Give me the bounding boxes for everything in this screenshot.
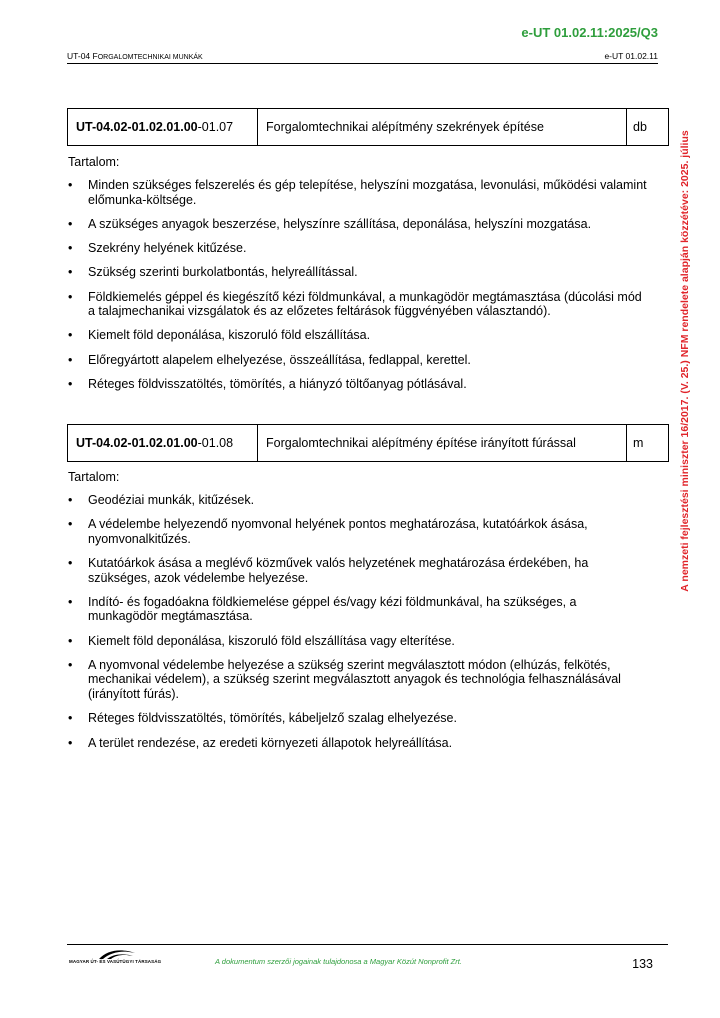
item-table xyxy=(67,108,669,146)
list-item: • A terület rendezése, az eredeti környezeti állapotok helyreállítása. xyxy=(68,736,648,751)
item-code-suffix: -01.07 xyxy=(197,120,234,134)
header-divider xyxy=(67,63,658,64)
list-item: • Kutatóárkok ásása a meglévő közművek valós helyzetének meghatározása érdekében, ha szükséges, azok védelembe helyezése. xyxy=(68,556,648,585)
item-code-suffix: -01.08 xyxy=(197,436,234,450)
header-chapter-smallcaps: ORGALOMTECHNIKAI MUNKÁK xyxy=(97,54,203,61)
header-chapter xyxy=(67,51,203,61)
item-table xyxy=(67,424,669,462)
list-item: • Minden szükséges felszerelés és gép telepítése, helyszíni mozgatása, levonulási, működési valamint előmunka-költsége. xyxy=(68,178,648,207)
list-item: • A védelembe helyezendő nyomvonal helyének pontos meghatározása, kutatóárkok ásása, nyomvonalkitűzés. xyxy=(68,517,648,546)
item-unit: m xyxy=(633,436,644,450)
header-chapter-prefix: UT-04 F xyxy=(67,51,98,61)
list-item: • Kiemelt föld deponálása, kiszoruló föld elszállítása vagy elterítése. xyxy=(68,634,648,649)
list-item: • Szükség szerinti burkolatbontás, helyreállítással. xyxy=(68,265,648,280)
list-item: • A nyomvonal védelembe helyezése a szükség szerint megválasztott módon (elhúzás, felkötés, mechanikai védelem), a szükség szerint megválasztott anyagok és technológia felhasználásával (irányított fúrás). xyxy=(68,658,648,702)
doc-code: e-UT 01.02.11:2025/Q3 xyxy=(521,25,658,40)
list-item: • Földkiemelés géppel és kiegészítő kézi földmunkával, a munkagödör megtámasztása (dúcolási mód a talajmechanikai vizsgálatok és az előzetes feltárások függvényében választandó). xyxy=(68,290,648,319)
footer-copyright: A dokumentum szerzői jogainak tulajdonosa a Magyar Közút Nonprofit Zrt. xyxy=(215,957,462,966)
list-item: • Réteges földvisszatöltés, tömörítés, a hiányzó töltőanyag pótlásával. xyxy=(68,377,648,392)
side-publication-text: A nemzeti fejlesztési miniszter 16/2017. (V. 25.) NFM rendelete alapján közzétéve: 2025. július xyxy=(679,130,691,592)
list-item: • Szekrény helyének kitűzése. xyxy=(68,241,648,256)
item-code xyxy=(68,425,258,461)
item-title: Forgalomtechnikai alépítmény szekrények építése xyxy=(258,109,627,145)
footer-logo xyxy=(69,948,169,968)
content-list xyxy=(68,178,648,401)
list-item: • Geodéziai munkák, kitűzések. xyxy=(68,493,648,508)
side-publication-note xyxy=(675,96,695,626)
footer-logo-text: MAGYAR ÚT- ÉS VASÚTÜGYI TÁRSASÁG xyxy=(69,959,162,964)
list-item: • Réteges földvisszatöltés, tömörítés, kábeljelző szalag elhelyezése. xyxy=(68,711,648,726)
item-unit: db xyxy=(633,120,647,134)
list-item: • Előregyártott alapelem elhelyezése, összeállítása, fedlappal, kerettel. xyxy=(68,353,648,368)
footer-divider xyxy=(67,944,668,945)
item-title: Forgalomtechnikai alépítmény építése irányított fúrással xyxy=(258,425,627,461)
page-number: 133 xyxy=(632,957,653,971)
item-code-bold: UT-04.02-01.02.01.00 xyxy=(76,436,198,450)
list-item: • Indító- és fogadóakna földkiemelése géppel és/vagy kézi földmunkával, ha szükséges, a munkagödör megtámasztása. xyxy=(68,595,648,624)
item-code xyxy=(68,109,258,145)
header-doc-ref: e-UT 01.02.11 xyxy=(604,51,658,61)
content-label: Tartalom: xyxy=(68,470,120,484)
item-code-bold: UT-04.02-01.02.01.00 xyxy=(76,120,198,134)
content-label: Tartalom: xyxy=(68,155,120,169)
list-item: • Kiemelt föld deponálása, kiszoruló föld elszállítása. xyxy=(68,328,648,343)
content-list xyxy=(68,493,648,760)
list-item: • A szükséges anyagok beszerzése, helyszínre szállítása, deponálása, helyszíni mozgatása. xyxy=(68,217,648,232)
